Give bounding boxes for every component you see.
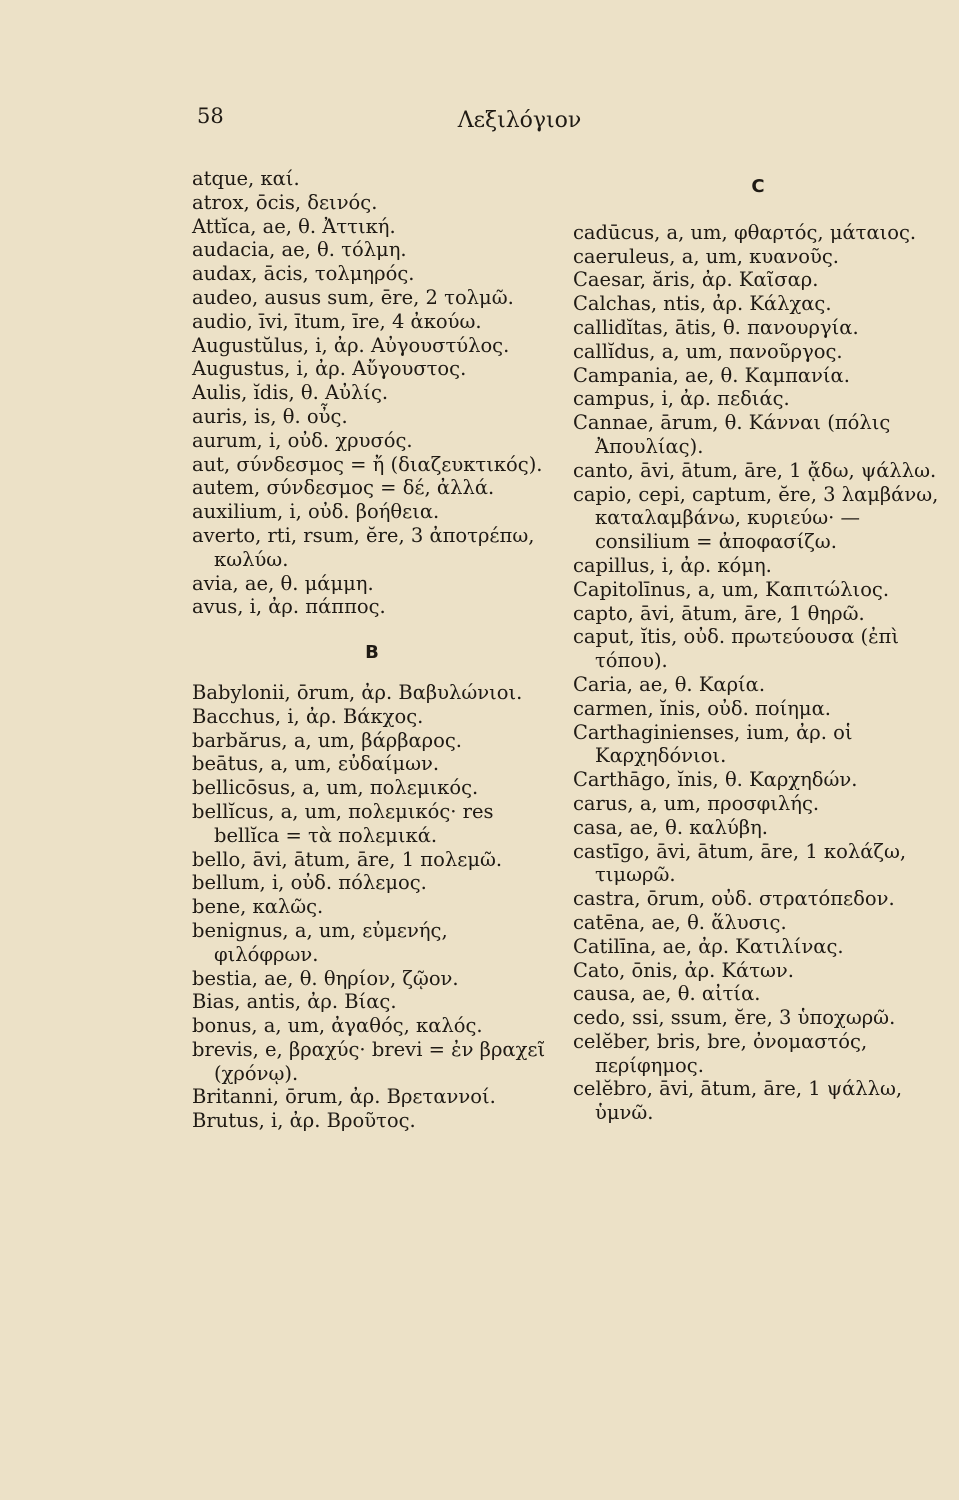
dictionary-entry: Campania, ae, θ. Καμπανία.: [573, 363, 850, 387]
dictionary-entry: Britanni, ōrum, ἀρ. Βρεταννοί.: [192, 1085, 496, 1109]
dictionary-entry: atrox, ōcis, δεινός.: [192, 190, 378, 214]
dictionary-entry: callidĭtas, ātis, θ. πανουργία.: [573, 315, 859, 339]
dictionary-entry: audacia, ae, θ. τόλμη.: [192, 238, 407, 262]
dictionary-entry: celĕber, bris, bre, ὀνομαστός, περίφημος.: [573, 1029, 868, 1077]
dictionary-entry: capio, cepi, captum, ĕre, 3 λαμβάνω, καταλαμβάνω, κυριεύω· — consilium = ἀποφασίζω.: [573, 482, 939, 554]
dictionary-entry: Carthaginienses, ium, ἀρ. οἱ Καρχηδόνιοι.: [573, 720, 853, 768]
dictionary-entry: bonus, a, um, ἀγαθός, καλός.: [192, 1014, 483, 1038]
letter-heading-b: B: [365, 642, 379, 664]
letter-heading-c: C: [751, 176, 765, 197]
dictionary-entry: autem, σύνδεσμος = δέ, ἀλλά.: [192, 476, 495, 500]
dictionary-entry: aurum, i, οὐδ. χρυσός.: [192, 428, 413, 452]
dictionary-entry: audio, īvi, ītum, īre, 4 ἀκούω.: [192, 309, 482, 333]
dictionary-entry: barbărus, a, um, βάρβαρος.: [192, 728, 462, 752]
dictionary-entry: Capitolīnus, a, um, Καπιτώλιος.: [573, 577, 890, 601]
running-head: Λεξιλόγιον: [457, 108, 582, 133]
entries-a-list: [192, 167, 552, 619]
dictionary-entry: caput, ĭtis, οὐδ. πρωτεύουσα (ἐπὶ τόπου).: [573, 625, 899, 673]
dictionary-entry: beātus, a, um, εὐδαίμων.: [192, 752, 440, 776]
dictionary-entry: caeruleus, a, um, κυανοῦς.: [573, 244, 839, 268]
dictionary-entry: carus, a, um, προσφιλής.: [573, 791, 820, 815]
dictionary-entry: Bacchus, i, ἀρ. Βάκχος.: [192, 704, 424, 728]
dictionary-entry: Aulis, ĭdis, θ. Αὐλίς.: [192, 381, 389, 405]
dictionary-entry: Brutus, i, ἀρ. Βροῦτος.: [192, 1109, 416, 1133]
dictionary-entry: Attĭca, ae, θ. Ἀττική.: [192, 214, 396, 238]
dictionary-entry: Caria, ae, θ. Καρία.: [573, 672, 766, 696]
dictionary-entry: benignus, a, um, εὐμενής, φιλόφρων.: [192, 918, 448, 966]
dictionary-entry: bestia, ae, θ. θηρίον, ζῷον.: [192, 966, 459, 990]
dictionary-entry: bellicōsus, a, um, πολεμικός.: [192, 776, 479, 800]
dictionary-entry: auxilium, i, οὐδ. βοήθεια.: [192, 500, 440, 524]
dictionary-entry: Augustŭlus, i, ἀρ. Αὐγουστύλος.: [192, 333, 510, 357]
dictionary-entry: capillus, i, ἀρ. κόμη.: [573, 553, 772, 577]
dictionary-entry: canto, āvi, ātum, āre, 1 ᾄδω, ψάλλω.: [573, 458, 937, 482]
dictionary-entry: aut, σύνδεσμος = ἤ (διαζευκτικός).: [192, 452, 543, 476]
dictionary-entry: audeo, ausus sum, ēre, 2 τολμῶ.: [192, 285, 514, 309]
dictionary-entry: callĭdus, a, um, πανοῦργος.: [573, 339, 843, 363]
dictionary-entry: bene, καλῶς.: [192, 895, 324, 919]
dictionary-entry: bello, āvi, ātum, āre, 1 πολεμῶ.: [192, 847, 503, 871]
dictionary-entry: avus, i, ἀρ. πάππος.: [192, 595, 386, 619]
dictionary-entry: castīgo, āvi, ātum, āre, 1 κολάζω, τιμωρῶ.: [573, 839, 907, 887]
dictionary-entry: Babylonii, ōrum, ἀρ. Βαβυλώνιοι.: [192, 680, 523, 704]
dictionary-entry: averto, rti, rsum, ĕre, 3 ἀποτρέπω, κωλύω.: [192, 523, 535, 571]
dictionary-entry: audax, ācis, τολμηρός.: [192, 262, 415, 286]
dictionary-entry: atque, καί.: [192, 167, 300, 190]
dictionary-entry: bellĭcus, a, um, πολεμικός· res bellĭca = τὰ πολεμικά.: [192, 799, 494, 847]
dictionary-entry: Cato, ōnis, ἀρ. Κάτων.: [573, 958, 794, 982]
right-column: [573, 167, 943, 1125]
dictionary-entry: castra, ōrum, οὐδ. στρατόπεδον.: [573, 887, 895, 911]
dictionary-entry: Catilīna, ae, ἀρ. Κατιλίνας.: [573, 934, 844, 958]
dictionary-entry: Caesar, ăris, ἀρ. Καῖσαρ.: [573, 268, 819, 292]
dictionary-entry: catēna, ae, θ. ἅλυσις.: [573, 910, 787, 934]
dictionary-entry: capto, āvi, ātum, āre, 1 θηρῶ.: [573, 601, 865, 625]
dictionary-entry: avia, ae, θ. μάμμη.: [192, 571, 374, 595]
dictionary-entry: cedo, ssi, ssum, ĕre, 3 ὑποχωρῶ.: [573, 1006, 896, 1030]
dictionary-entry: Bias, antis, ἀρ. Βίας.: [192, 990, 397, 1014]
dictionary-entry: auris, is, θ. οὖς.: [192, 404, 348, 428]
dictionary-entry: Carthāgo, ĭnis, θ. Καρχηδών.: [573, 768, 858, 792]
dictionary-entry: carmen, ĭnis, οὐδ. ποίημα.: [573, 696, 831, 720]
dictionary-entry: Calchas, ntis, ἀρ. Κάλχας.: [573, 292, 832, 316]
dictionary-entry: cadūcus, a, um, φθαρτός, μάταιος.: [573, 220, 917, 244]
dictionary-entry: brevis, e, βραχύς· brevi = ἐν βραχεῖ (χρόνῳ).: [192, 1037, 546, 1085]
page-number: 58: [197, 104, 224, 128]
dictionary-entry: causa, ae, θ. αἰτία.: [573, 982, 761, 1006]
entries-c-list: [573, 221, 943, 1125]
dictionary-entry: campus, i, ἀρ. πεδιάς.: [573, 387, 790, 411]
dictionary-entry: casa, ae, θ. καλύβη.: [573, 815, 768, 839]
left-column: [192, 167, 552, 1133]
dictionary-entry: bellum, i, οὐδ. πόλεμος.: [192, 871, 427, 895]
dictionary-entry: Augustus, i, ἀρ. Αὔγουστος.: [192, 357, 467, 381]
dictionary-entry: celĕbro, āvi, ātum, āre, 1 ψάλλω, ὑμνῶ.: [573, 1077, 903, 1125]
entries-b-list: [192, 681, 552, 1133]
dictionary-entry: Cannae, ārum, θ. Κάνναι (πόλις Ἀπουλίας).: [573, 411, 891, 458]
